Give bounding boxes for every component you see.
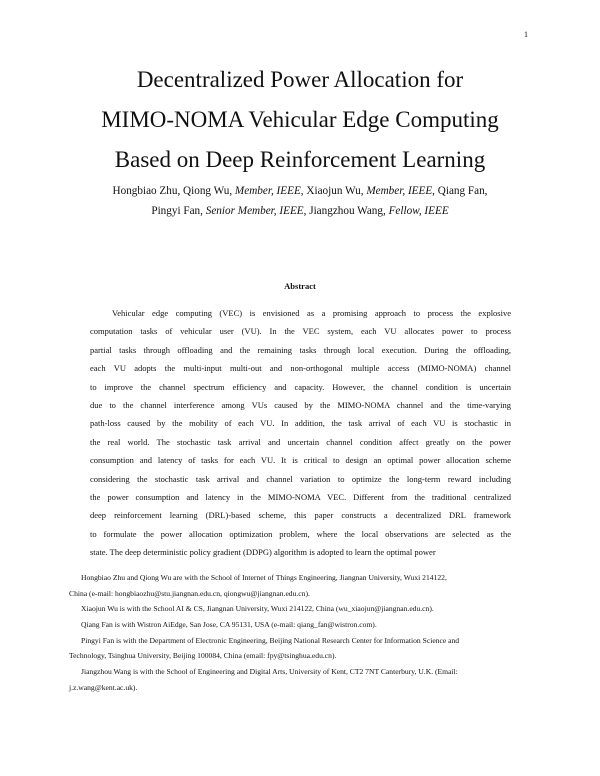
author-line-1 xyxy=(60,181,540,201)
author-names: , Jiangzhou Wang, xyxy=(303,205,389,217)
footnote-line: China (e-mail: hongbiaozhu@stu.jiangnan.edu.cn, qiongwu@jiangnan.edu.cn). xyxy=(69,588,310,598)
author-footnotes xyxy=(69,570,534,696)
paper-title xyxy=(60,60,540,180)
footnote-line: Xiaojun Wu is with the School AI & CS, Jiangnan University, Wuxi 214122, China (wu_xiaojun@jiangnan.edu.cn). xyxy=(81,604,434,614)
author-list xyxy=(60,181,540,221)
author-line-2 xyxy=(60,201,540,221)
author-role: Member, IEEE xyxy=(366,185,433,197)
abstract-line: the power consumption and latency in the MIMO-NOMA VEC. Different from the traditional centralized xyxy=(90,491,511,502)
author-names: Hongbiao Zhu, Qiong Wu, xyxy=(112,185,235,197)
abstract-line: deep reinforcement learning (DRL)-based scheme, this paper constructs a decentralized DRL framework xyxy=(90,510,511,521)
author-role: Fellow, IEEE xyxy=(388,205,449,217)
abstract-line: to formulate the power allocation optimization problem, where the local observations are selected as the xyxy=(90,528,511,539)
author-names: Pingyi Fan, xyxy=(151,205,206,217)
author-role: Senior Member, IEEE xyxy=(205,205,304,217)
footnote-line: Pingyi Fan is with the Department of Electronic Engineering, Beijing National Research Center for Information Science and xyxy=(81,635,460,645)
footnote-line: Qiang Fan is with Wistron AiEdge, San Jose, CA 95131, USA (e-mail: qiang_fan@wistron.com). xyxy=(81,620,377,630)
abstract-line: the real world. The stochastic task arrival and uncertain channel condition affect greatly on the power xyxy=(90,436,511,447)
footnote-line: Jiangzhou Wang is with the School of Engineering and Digital Arts, University of Kent, CT2 7NT Canterbury, U.K. (Email: xyxy=(81,667,458,677)
footnote-line: Technology, Tsinghua University, Beijing 100084, China (email: fpy@tsinghua.edu.cn). xyxy=(69,651,337,661)
abstract-line: computation tasks of vehicular user (VU). In the VEC system, each VU allocates power to process xyxy=(90,326,511,337)
page-number: 1 xyxy=(524,30,528,39)
title-line-2: MIMO-NOMA Vehicular Edge Computing xyxy=(101,107,499,132)
abstract-line: partial tasks through offloading and the remaining tasks through local execution. During the offloading, xyxy=(90,344,511,355)
abstract-line: due to the channel interference among VUs caused by the MIMO-NOMA channel and the time-varying xyxy=(90,399,511,410)
footnote-line: j.z.wang@kent.ac.uk). xyxy=(69,682,138,692)
abstract-line: each VU adopts the multi-input multi-out and non-orthogonal multiple access (MIMO-NOMA) channel xyxy=(90,363,511,374)
abstract-body xyxy=(90,304,511,561)
abstract-line: considering the stochastic task arrival and channel variation to optimize the long-term reward including xyxy=(90,473,511,484)
author-role: Member, IEEE xyxy=(234,185,301,197)
abstract-line: state. The deep deterministic policy gradient (DDPG) algorithm is adopted to learn the optimal power xyxy=(90,547,436,558)
title-line-1: Decentralized Power Allocation for xyxy=(136,67,464,92)
abstract-line: path-loss caused by the mobility of each VU. In addition, the task arrival of each VU is stochastic in xyxy=(90,418,511,429)
author-names: , Xiaojun Wu, xyxy=(300,185,367,197)
abstract-heading: Abstract xyxy=(284,281,316,291)
footnote-line: Hongbiao Zhu and Qiong Wu are with the School of Internet of Things Engineering, Jiangnan University, Wuxi 214122, xyxy=(81,573,447,582)
title-line-3: Based on Deep Reinforcement Learning xyxy=(114,147,486,172)
abstract-line: consumption and latency of tasks for each VU. It is critical to design an optimal power allocation scheme xyxy=(90,455,511,466)
author-names: , Qiang Fan, xyxy=(432,185,488,197)
abstract-line: to improve the channel spectrum efficiency and capacity. However, the channel condition is uncertain xyxy=(90,381,511,392)
abstract-line: Vehicular edge computing (VEC) is envisioned as a promising approach to process the explosive xyxy=(112,308,511,318)
